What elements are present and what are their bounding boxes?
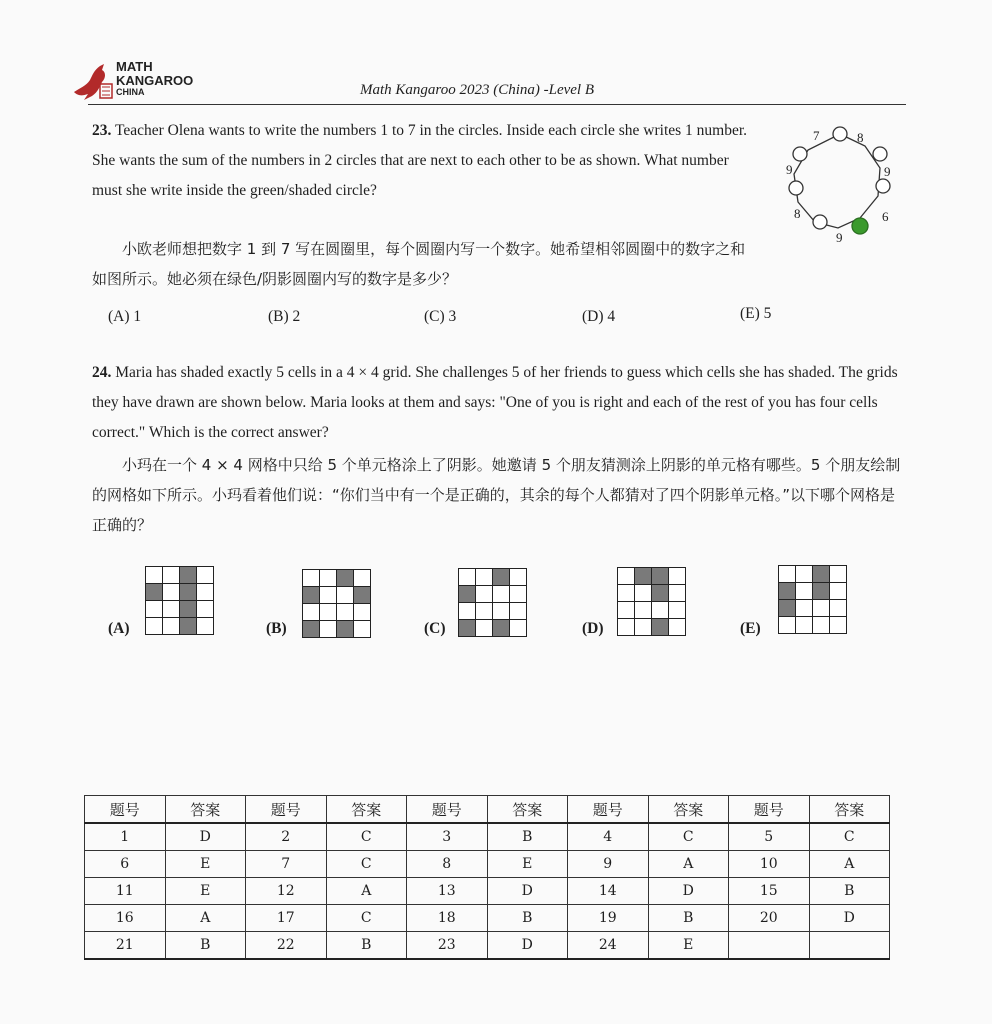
grid-cell: [320, 570, 336, 586]
table-header-question: 题号: [568, 796, 649, 824]
question-24-body: Maria has shaded exactly 5 cells in a 4 × 4 grid. She challenges 5 of her friends to guess which cells she has shaded. The grids they have drawn are shown below. Maria looks at them and says: "One of you is right and each of the rest of you has four cells correct." Which is the correct answer?: [92, 364, 898, 441]
grid-cell: [476, 586, 492, 602]
sum-label: 7: [813, 128, 820, 143]
grid-cell: [146, 601, 162, 617]
grid-cell: [796, 583, 812, 599]
question-number-cell: 6: [85, 851, 166, 878]
shaded-cell: [652, 585, 668, 601]
question-number-cell: 13: [407, 878, 488, 905]
question-number-cell: 2: [246, 823, 327, 851]
grid-cell: [354, 570, 370, 586]
question-number-cell: 18: [407, 905, 488, 932]
grid-cell: [796, 600, 812, 616]
grid-cell: [476, 603, 492, 619]
question-number-cell: 19: [568, 905, 649, 932]
question-number-cell: 7: [246, 851, 327, 878]
grid-cell: [669, 568, 685, 584]
answer-cell: D: [487, 932, 568, 960]
sum-label: 9: [786, 162, 793, 177]
answer-cell: E: [487, 851, 568, 878]
grid-cell: [510, 620, 526, 636]
question-24-body-cn: 小玛在一个 4 × 4 网格中只给 5 个单元格涂上了阴影。她邀请 5 个朋友猜测涂上阴影的单元格有哪些。5 个朋友绘制的网格如下所示。小玛看着他们说：“你们当中有一个是正确的，其余的每个人都猜对了四个阴影单元格。”以下哪个网格是正确的？: [92, 456, 901, 534]
grid-cell: [493, 586, 509, 602]
grid-cell: [779, 617, 795, 633]
question-24-number: 24.: [92, 364, 112, 381]
shaded-cell: [459, 620, 475, 636]
question-number-cell: 16: [85, 905, 166, 932]
answer-cell: B: [165, 932, 246, 960]
answer-cell: D: [648, 878, 729, 905]
sum-label: 8: [794, 206, 801, 221]
grid-cell: [320, 604, 336, 620]
grid-cell: [459, 603, 475, 619]
question-number-cell: 11: [85, 878, 166, 905]
q23-choice-a[interactable]: (A) 1: [108, 308, 142, 325]
ring-circle: [789, 181, 803, 195]
question-number-cell: 5: [729, 823, 810, 851]
ring-circle: [833, 127, 847, 141]
grid-cell: [163, 567, 179, 583]
shaded-cell: [303, 587, 319, 603]
question-number-cell: 21: [85, 932, 166, 960]
answer-cell: [809, 932, 890, 960]
q24-choice-label[interactable]: (B): [266, 620, 287, 637]
q24-option-grid[interactable]: [458, 568, 527, 637]
grid-cell: [320, 587, 336, 603]
logo-text-china: CHINA: [116, 87, 145, 97]
grid-cell: [354, 621, 370, 637]
grid-cell: [163, 601, 179, 617]
question-number-cell: 3: [407, 823, 488, 851]
grid-cell: [197, 567, 213, 583]
grid-cell: [813, 617, 829, 633]
question-23-number: 23.: [92, 122, 112, 139]
shaded-cell: [652, 568, 668, 584]
answer-cell: B: [648, 905, 729, 932]
table-header-answer: 答案: [648, 796, 729, 824]
grid-cell: [146, 618, 162, 634]
q24-choice-label[interactable]: (C): [424, 620, 446, 637]
ring-circle: [876, 179, 890, 193]
logo-text-kangaroo: KANGAROO: [116, 73, 194, 88]
sum-label: 9: [836, 230, 843, 245]
table-row: [85, 878, 890, 905]
grid-cell: [618, 619, 634, 635]
shaded-cell: [635, 568, 651, 584]
question-number-cell: 22: [246, 932, 327, 960]
grid-cell: [830, 617, 846, 633]
question-24-text: [92, 358, 907, 448]
grid-cell: [669, 619, 685, 635]
question-number-cell: 9: [568, 851, 649, 878]
shaded-cell: [813, 583, 829, 599]
q24-choice-label[interactable]: (A): [108, 620, 130, 637]
question-23-body-cn: 小欧老师想把数字 1 到 7 写在圆圈里，每个圆圈内写一个数字。她希望相邻圆圈中的数字之和如图所示。她必须在绿色/阴影圆圈内写的数字是多少？: [92, 240, 746, 288]
shaded-cell: [180, 584, 196, 600]
grid-cell: [320, 621, 336, 637]
grid-cell: [510, 586, 526, 602]
answer-cell: A: [326, 878, 407, 905]
grid-cell: [459, 569, 475, 585]
answer-cell: B: [487, 905, 568, 932]
question-number-cell: 4: [568, 823, 649, 851]
q23-choice-b[interactable]: (B) 2: [268, 308, 301, 325]
answer-cell: C: [648, 823, 729, 851]
shaded-cell: [779, 600, 795, 616]
question-number-cell: 23: [407, 932, 488, 960]
page-header-title: Math Kangaroo 2023 (China) -Level B: [360, 82, 595, 98]
shaded-cell: [146, 584, 162, 600]
grid-cell: [618, 602, 634, 618]
table-header-question: 题号: [729, 796, 810, 824]
question-number-cell: 10: [729, 851, 810, 878]
answer-cell: B: [809, 878, 890, 905]
grid-cell: [830, 600, 846, 616]
question-number-cell: 12: [246, 878, 327, 905]
q24-choice-label[interactable]: (D): [582, 620, 604, 637]
grid-cell: [635, 602, 651, 618]
question-number-cell: 1: [85, 823, 166, 851]
ring-circle: [813, 215, 827, 229]
grid-cell: [796, 617, 812, 633]
grid-cell: [669, 585, 685, 601]
table-header-answer: 答案: [487, 796, 568, 824]
q24-option-grid[interactable]: [617, 567, 686, 636]
grid-cell: [476, 620, 492, 636]
question-number-cell: 15: [729, 878, 810, 905]
answer-cell: B: [487, 823, 568, 851]
grid-cell: [830, 566, 846, 582]
grid-cell: [337, 604, 353, 620]
grid-cell: [635, 619, 651, 635]
grid-cell: [197, 618, 213, 634]
q24-option-grid[interactable]: [302, 569, 371, 638]
question-23-body: Teacher Olena wants to write the numbers 1 to 7 in the circles. Inside each circle she writes 1 number. She wants the sum of the numbers in 2 circles that are next to each other to be as shown. What number must she write inside the green/shaded circle?: [92, 122, 748, 199]
answer-cell: E: [165, 878, 246, 905]
q23-choice-e[interactable]: (E) 5: [740, 305, 772, 322]
answer-cell: A: [809, 851, 890, 878]
grid-cell: [146, 567, 162, 583]
grid-cell: [652, 602, 668, 618]
grid-cell: [635, 585, 651, 601]
logo-text-math: MATH: [116, 59, 153, 74]
shaded-cell: [459, 586, 475, 602]
q23-choice-c[interactable]: (C) 3: [424, 308, 457, 325]
grid-cell: [813, 600, 829, 616]
answer-cell: E: [165, 851, 246, 878]
grid-cell: [354, 604, 370, 620]
question-24-text-cn: [92, 450, 907, 540]
q23-choice-d[interactable]: (D) 4: [582, 308, 616, 325]
grid-cell: [618, 585, 634, 601]
grid-cell: [830, 583, 846, 599]
table-row: [85, 851, 890, 878]
question-number-cell: 20: [729, 905, 810, 932]
shaded-cell: [354, 587, 370, 603]
question-number-cell: 14: [568, 878, 649, 905]
grid-cell: [476, 569, 492, 585]
question-number-cell: [729, 932, 810, 960]
green-shaded-circle: [852, 218, 868, 234]
answer-cell: C: [809, 823, 890, 851]
header-divider: [88, 104, 906, 105]
answer-cell: B: [326, 932, 407, 960]
table-row: [85, 932, 890, 960]
grid-cell: [669, 602, 685, 618]
answer-key-table: [84, 795, 890, 960]
shaded-cell: [303, 621, 319, 637]
grid-cell: [510, 603, 526, 619]
grid-cell: [510, 569, 526, 585]
question-23-text-cn: [92, 234, 752, 294]
question-number-cell: 24: [568, 932, 649, 960]
grid-cell: [303, 570, 319, 586]
grid-cell: [197, 584, 213, 600]
sum-label: 9: [884, 164, 891, 179]
shaded-cell: [180, 618, 196, 634]
sum-label: 8: [857, 130, 864, 145]
shaded-cell: [652, 619, 668, 635]
table-header-answer: 答案: [809, 796, 890, 824]
question-number-cell: 17: [246, 905, 327, 932]
answer-cell: C: [326, 905, 407, 932]
ring-circle: [873, 147, 887, 161]
grid-cell: [618, 568, 634, 584]
q24-option-grid[interactable]: [145, 566, 214, 635]
grid-cell: [197, 601, 213, 617]
grid-cell: [163, 618, 179, 634]
circle-ring-diagram: [770, 118, 910, 248]
grid-cell: [303, 604, 319, 620]
q24-option-grid[interactable]: [778, 565, 847, 634]
table-header-answer: 答案: [165, 796, 246, 824]
shaded-cell: [493, 620, 509, 636]
answer-cell: C: [326, 823, 407, 851]
answer-cell: D: [487, 878, 568, 905]
grid-cell: [779, 566, 795, 582]
q24-choice-label[interactable]: (E): [740, 620, 761, 637]
grid-cell: [337, 587, 353, 603]
answer-cell: E: [648, 932, 729, 960]
question-number-cell: 8: [407, 851, 488, 878]
shaded-cell: [337, 621, 353, 637]
table-header-question: 题号: [246, 796, 327, 824]
grid-cell: [796, 566, 812, 582]
question-23-text: [92, 116, 752, 206]
math-kangaroo-logo: [70, 58, 210, 104]
answer-cell: A: [165, 905, 246, 932]
shaded-cell: [779, 583, 795, 599]
shaded-cell: [180, 601, 196, 617]
table-row: [85, 823, 890, 851]
shaded-cell: [337, 570, 353, 586]
answer-cell: A: [648, 851, 729, 878]
shaded-cell: [493, 569, 509, 585]
ring-circle: [793, 147, 807, 161]
answer-cell: D: [809, 905, 890, 932]
grid-cell: [493, 603, 509, 619]
table-header-question: 题号: [85, 796, 166, 824]
sum-label: 6: [882, 209, 889, 224]
answer-cell: C: [326, 851, 407, 878]
kangaroo-logo-icon: [70, 62, 114, 102]
shaded-cell: [180, 567, 196, 583]
table-header-question: 题号: [407, 796, 488, 824]
table-row: [85, 905, 890, 932]
grid-cell: [163, 584, 179, 600]
table-header-answer: 答案: [326, 796, 407, 824]
answer-cell: D: [165, 823, 246, 851]
shaded-cell: [813, 566, 829, 582]
